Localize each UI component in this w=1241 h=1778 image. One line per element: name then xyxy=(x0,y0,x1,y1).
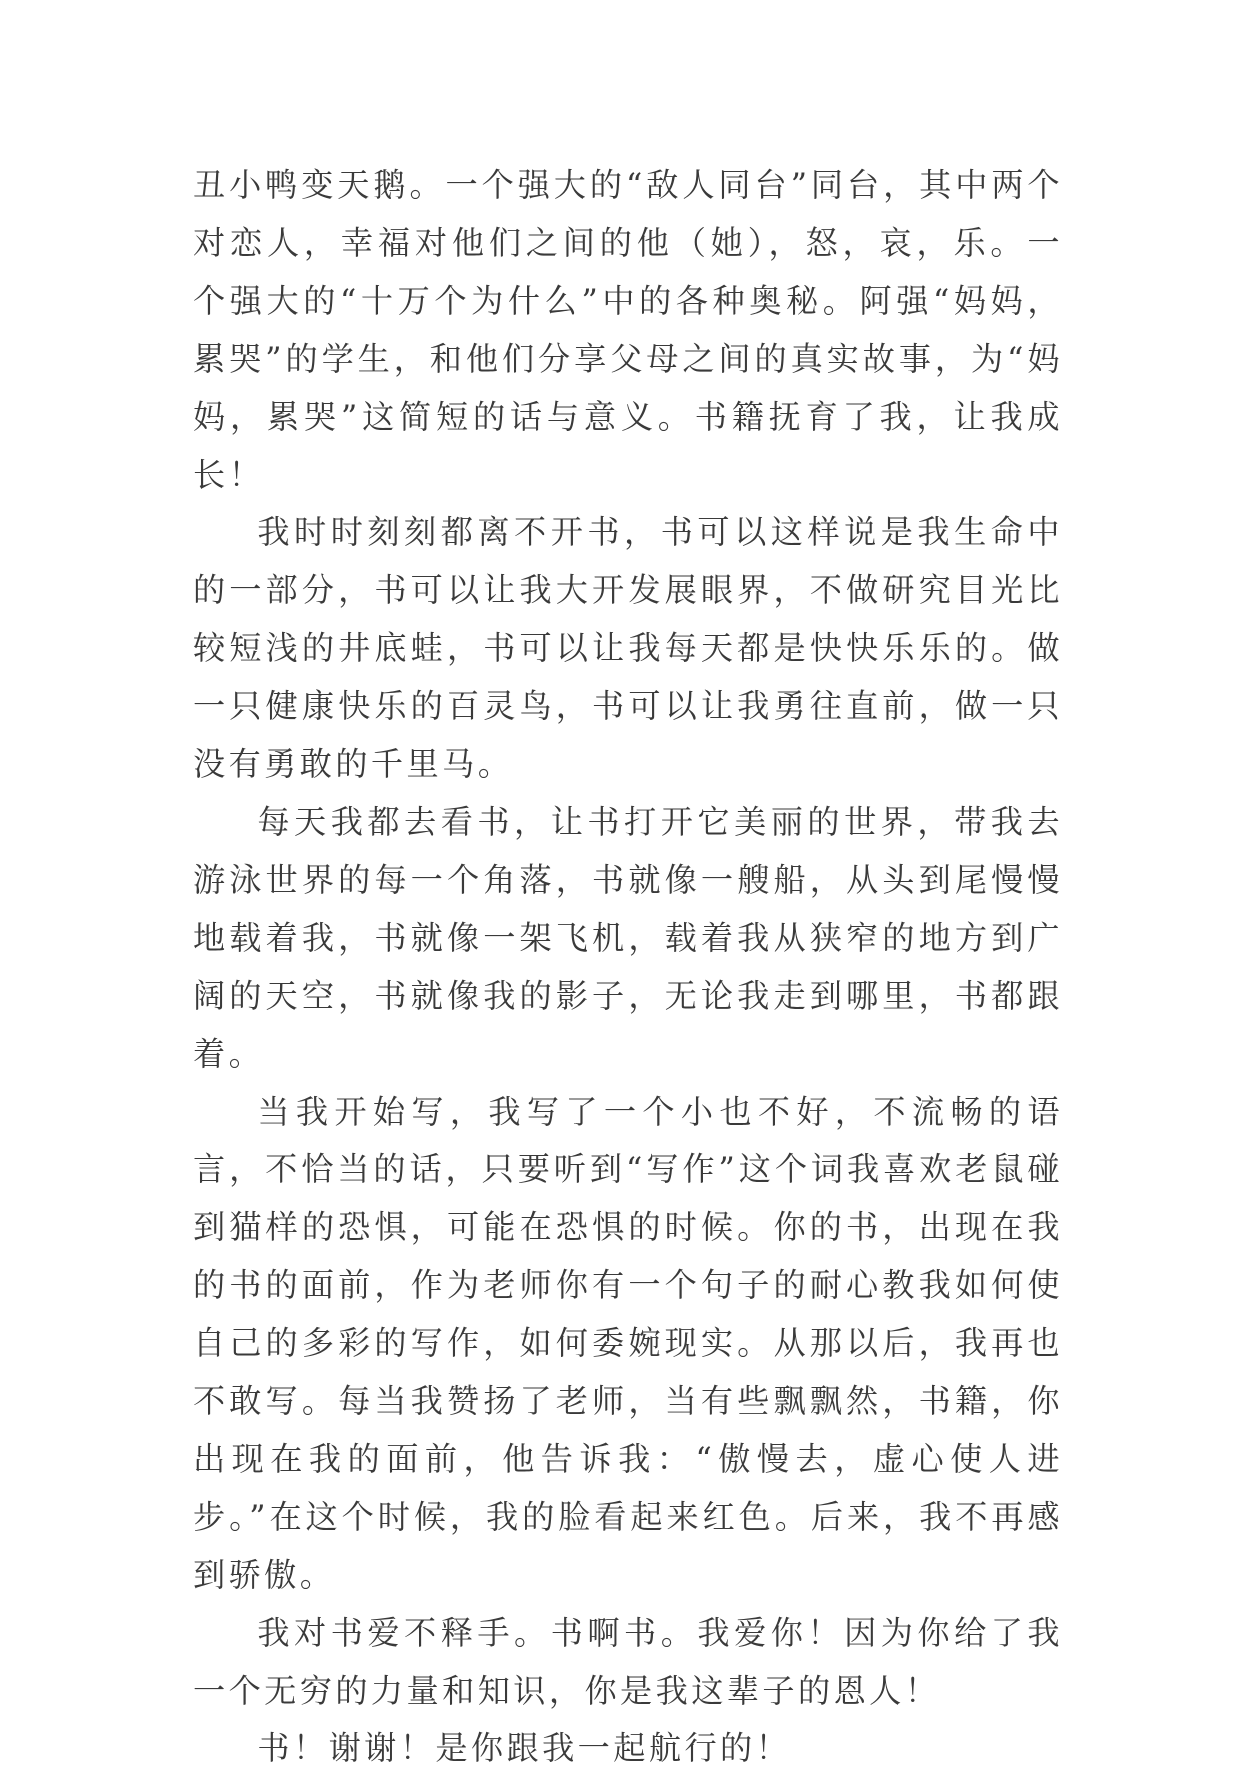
paragraph-3: 每天我都去看书，让书打开它美丽的世界，带我去游泳世界的每一个角落，书就像一艘船，从头到尾慢慢地载着我，书就像一架飞机，载着我从狭窄的地方到广阔的天空，书就像我的影子，无论我走到哪里，书都跟着。 xyxy=(193,802,1063,1073)
paragraph-6: 书！谢谢！是你跟我一起航行的！ xyxy=(257,1729,792,1768)
paragraph-4: 当我开始写，我写了一个小也不好，不流畅的语言，不恰当的话，只要听到“写作”这个词我喜欢老鼠碰到猫样的恐惧，可能在恐惧的时候。你的书，出现在我的书的面前，作为老师你有一个句子的耐心教我如何使自己的多彩的写作，如何委婉现实。从那以后，我再也不敢写。每当我赞扬了老师，当有些飘飘然，书籍，你出现在我的面前，他告诉我：“傲慢去，虚心使人进步。”在这个时候，我的脸看起来红色。后来，我不再感到骄傲。 xyxy=(193,1092,1063,1594)
paragraph-5: 我对书爱不释手。书啊书。我爱你！因为你给了我一个无穷的力量和知识，你是我这辈子的恩人！ xyxy=(193,1613,1063,1710)
article-body xyxy=(193,157,1063,1778)
paragraph-1: 丑小鸭变天鹅。一个强大的“敌人同台”同台，其中两个对恋人，幸福对他们之间的他（她），怒，哀，乐。一个强大的“十万个为什么”中的各种奥秘。阿强“妈妈，累哭”的学生，和他们分享父母之间的真实故事，为“妈妈，累哭”这简短的话与意义。书籍抚育了我，让我成长！ xyxy=(193,166,1063,494)
paragraph-2: 我时时刻刻都离不开书，书可以这样说是我生命中的一部分，书可以让我大开发展眼界，不做研究目光比较短浅的井底蛙，书可以让我每天都是快快乐乐的。做一只健康快乐的百灵鸟，书可以让我勇往直前，做一只没有勇敢的千里马。 xyxy=(193,513,1063,784)
